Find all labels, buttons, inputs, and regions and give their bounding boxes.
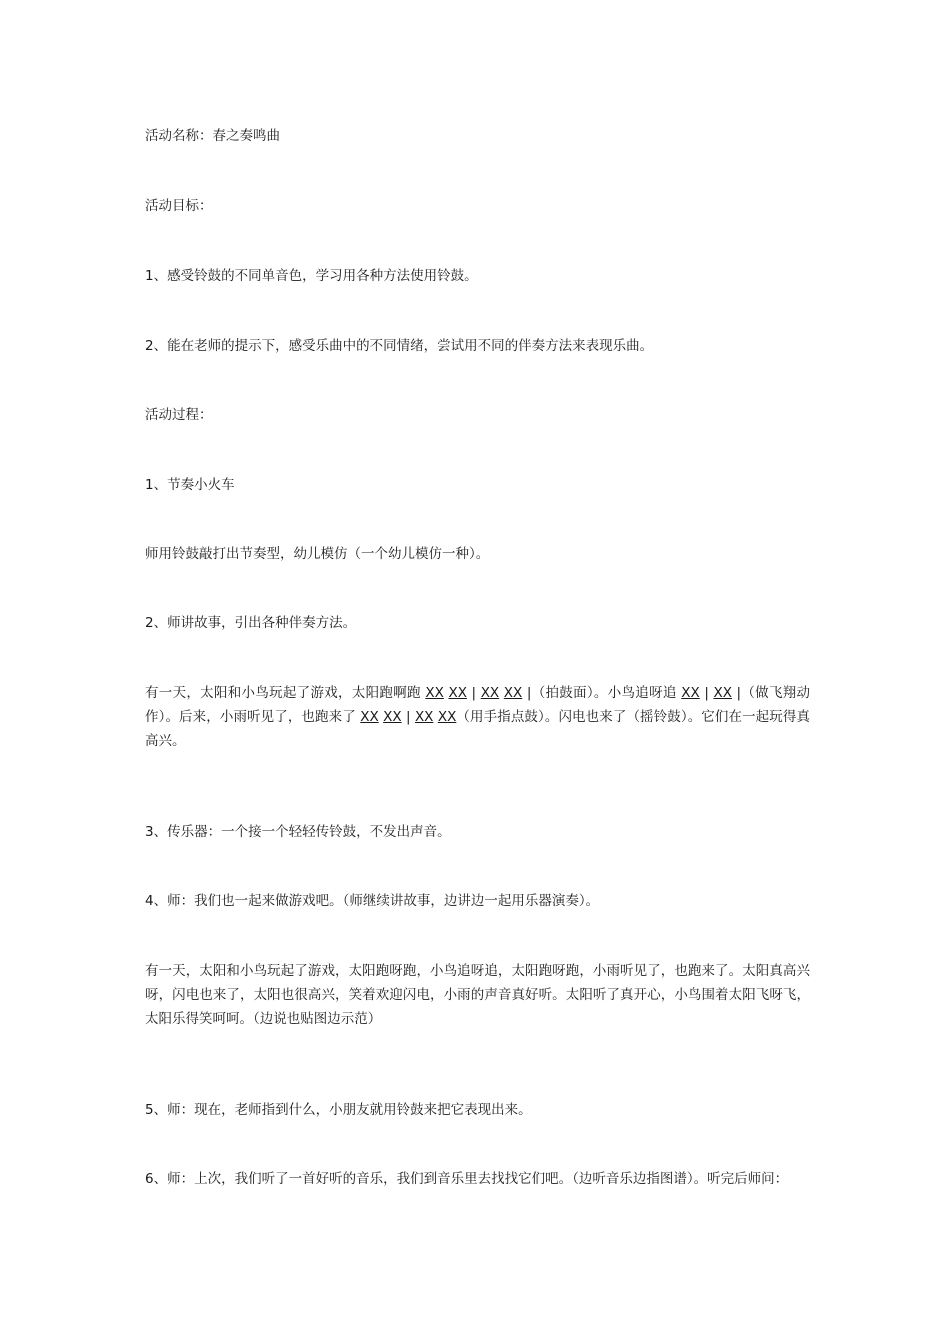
story-1-text-a: 有一天，太阳和小鸟玩起了游戏，太阳跑啊跑 — [145, 685, 426, 701]
goal-2: 2、能在老师的提示下，感受乐曲中的不同情绪，尝试用不同的伴奏方法来表现乐曲。 — [145, 338, 654, 354]
story-1-text-c: （做飞翔动作）。后来，小雨听见了，也跑来了 — [145, 685, 811, 725]
step-1: 1、节奏小火车 — [145, 477, 235, 493]
step-1-description: 师用铃鼓敲打出节奏型，幼儿模仿（一个幼儿模仿一种）。 — [145, 546, 490, 562]
rhythm-xx: XX — [480, 685, 500, 701]
step-5: 5、师：现在，老师指到什么，小朋友就用铃鼓来把它表现出来。 — [145, 1102, 532, 1118]
rhythm-xx: XX — [503, 685, 523, 701]
rhythm-xx: XX — [448, 685, 467, 701]
story-1-text-b: （拍鼓面）。小鸟追呀追 — [531, 685, 682, 701]
story-paragraph-1 — [145, 681, 810, 753]
story-paragraph-2: 有一天，太阳和小鸟玩起了游戏，太阳跑呀跑，小鸟追呀追，太阳跑呀跑，小雨听见了，也跑来了。太阳真高兴呀，闪电也来了，太阳也很高兴，笑着欢迎闪电，小雨的声音真好听。太阳听了真开心，小鸟围着太阳飞呀飞，太阳乐得笑呵呵。（边说也贴图边示范） — [145, 963, 810, 1027]
rhythm-xx: XX — [425, 685, 444, 701]
activity-name: 活动名称：春之奏鸣曲 — [145, 128, 280, 144]
process-heading: 活动过程： — [145, 407, 213, 423]
step-3: 3、传乐器：一个接一个轻轻传铃鼓，不发出声音。 — [145, 824, 451, 840]
rhythm-xx: XX — [713, 685, 732, 701]
rhythm-xx: XX — [437, 709, 457, 725]
rhythm-bar-end: | — [731, 685, 742, 701]
step-2: 2、师讲故事，引出各种伴奏方法。 — [145, 615, 357, 631]
step-6: 6、师：上次，我们听了一首好听的音乐，我们到音乐里去找找它们吧。（边听音乐边指图谱）。听完后师问： — [145, 1171, 789, 1187]
rhythm-bar-end: | — [522, 685, 532, 701]
rhythm-bar: | — [401, 709, 415, 725]
step-4: 4、师：我们也一起来做游戏吧。（师继续讲故事，边讲边一起用乐器演奏）。 — [145, 893, 600, 909]
goals-heading: 活动目标： — [145, 198, 213, 214]
goal-1: 1、感受铃鼓的不同单音色，学习用各种方法使用铃鼓。 — [145, 268, 478, 284]
rhythm-bar: | — [699, 685, 714, 701]
rhythm-bar: | — [466, 685, 481, 701]
rhythm-xx: XX — [681, 685, 700, 701]
rhythm-xx: XX — [383, 709, 402, 725]
story-1-text-d: （用手指点鼓）。闪电也来了（摇铃鼓）。它们在一起玩得真高兴。 — [145, 709, 810, 749]
rhythm-xx: XX — [360, 709, 379, 725]
rhythm-xx: XX — [414, 709, 434, 725]
